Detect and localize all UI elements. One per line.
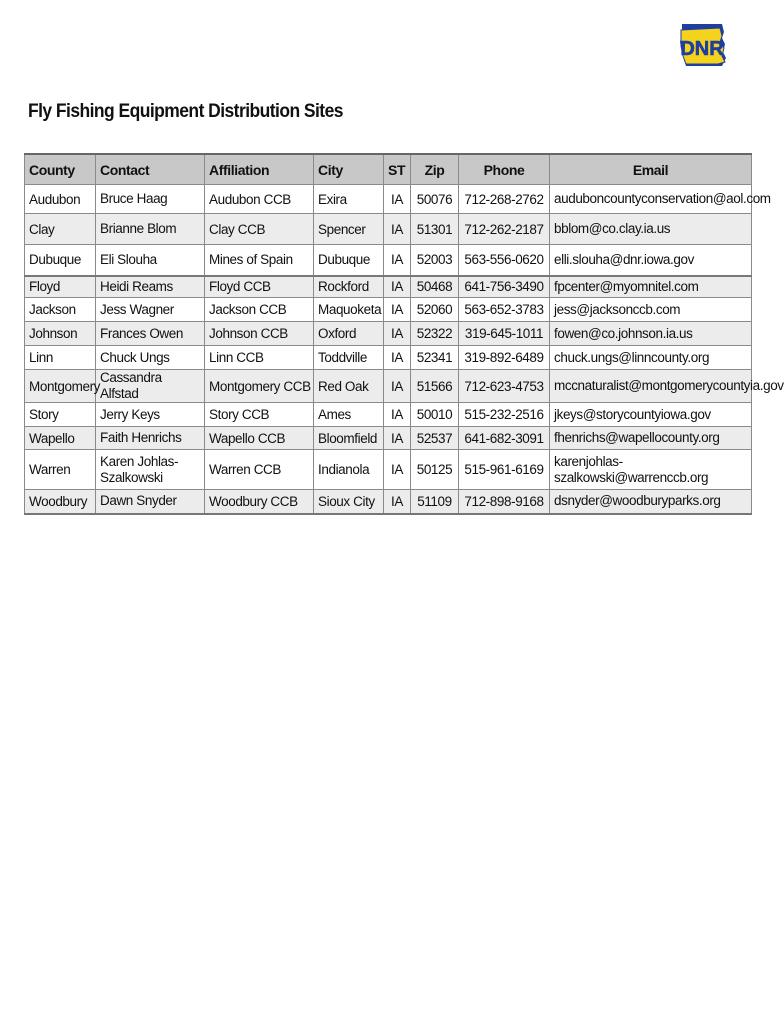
cell-affiliation: Montgomery CCB <box>205 370 314 403</box>
table-row <box>25 450 752 490</box>
cell-affiliation: Story CCB <box>205 403 314 427</box>
cell-phone: 712-898-9168 <box>459 490 550 514</box>
cell-county: Woodbury <box>25 490 96 514</box>
cell-phone: 515-232-2516 <box>459 403 550 427</box>
cell-st: IA <box>384 214 411 245</box>
cell-county: Clay <box>25 214 96 245</box>
cell-phone: 712-623-4753 <box>459 370 550 403</box>
table-row <box>25 214 752 245</box>
cell-affiliation: Linn CCB <box>205 346 314 370</box>
cell-county: Johnson <box>25 322 96 346</box>
cell-contact: Brianne Blom <box>96 214 205 245</box>
cell-phone: 641-682-3091 <box>459 427 550 450</box>
header-st: ST <box>384 154 411 185</box>
header-phone: Phone <box>459 154 550 185</box>
cell-email: fpcenter@myomnitel.com <box>550 276 752 298</box>
cell-email: jkeys@storycountyiowa.gov <box>550 403 752 427</box>
cell-email: dsnyder@woodburyparks.org <box>550 490 752 514</box>
cell-contact: Jerry Keys <box>96 403 205 427</box>
cell-county: Story <box>25 403 96 427</box>
cell-city: Sioux City <box>314 490 384 514</box>
cell-city: Dubuque <box>314 245 384 276</box>
cell-affiliation: Jackson CCB <box>205 298 314 322</box>
cell-st: IA <box>384 245 411 276</box>
table-row <box>25 370 752 403</box>
page-title: Fly Fishing Equipment Distribution Sites <box>28 101 343 122</box>
cell-city: Rockford <box>314 276 384 298</box>
cell-zip: 52537 <box>411 427 459 450</box>
table-row <box>25 403 752 427</box>
cell-contact: Jess Wagner <box>96 298 205 322</box>
cell-city: Ames <box>314 403 384 427</box>
cell-affiliation: Johnson CCB <box>205 322 314 346</box>
header-county: County <box>25 154 96 185</box>
cell-contact: Heidi Reams <box>96 276 205 298</box>
cell-zip: 51301 <box>411 214 459 245</box>
cell-city: Maquoketa <box>314 298 384 322</box>
cell-city: Spencer <box>314 214 384 245</box>
cell-zip: 52060 <box>411 298 459 322</box>
table-row <box>25 346 752 370</box>
sites-table <box>24 153 784 515</box>
cell-st: IA <box>384 185 411 214</box>
cell-phone: 712-262-2187 <box>459 214 550 245</box>
cell-city: Indianola <box>314 450 384 490</box>
cell-phone: 563-652-3783 <box>459 298 550 322</box>
cell-st: IA <box>384 403 411 427</box>
table-row <box>25 322 752 346</box>
cell-zip: 50010 <box>411 403 459 427</box>
cell-st: IA <box>384 450 411 490</box>
cell-email: jess@jacksonccb.com <box>550 298 752 322</box>
dnr-logo-text: DNR <box>680 38 724 60</box>
cell-phone: 563-556-0620 <box>459 245 550 276</box>
cell-email: auduboncountyconservation@aol.com <box>550 185 752 214</box>
table-row <box>25 490 752 514</box>
cell-city: Bloomfield <box>314 427 384 450</box>
cell-email: karenjohlas- szalkowski@warrenccb.org <box>550 450 752 490</box>
cell-city: Oxford <box>314 322 384 346</box>
cell-phone: 319-645-1011 <box>459 322 550 346</box>
cell-city: Exira <box>314 185 384 214</box>
cell-affiliation: Clay CCB <box>205 214 314 245</box>
cell-st: IA <box>384 298 411 322</box>
cell-contact: Bruce Haag <box>96 185 205 214</box>
table-row <box>25 298 752 322</box>
cell-county: Audubon <box>25 185 96 214</box>
cell-phone: 641-756-3490 <box>459 276 550 298</box>
cell-contact: Eli Slouha <box>96 245 205 276</box>
cell-affiliation: Warren CCB <box>205 450 314 490</box>
cell-county: Jackson <box>25 298 96 322</box>
header-contact: Contact <box>96 154 205 185</box>
cell-phone: 319-892-6489 <box>459 346 550 370</box>
cell-city: Toddville <box>314 346 384 370</box>
cell-county: Warren <box>25 450 96 490</box>
dnr-logo <box>678 22 728 70</box>
cell-contact: Faith Henrichs <box>96 427 205 450</box>
cell-email: bblom@co.clay.ia.us <box>550 214 752 245</box>
cell-phone: 515-961-6169 <box>459 450 550 490</box>
header-zip: Zip <box>411 154 459 185</box>
cell-zip: 50125 <box>411 450 459 490</box>
cell-st: IA <box>384 322 411 346</box>
cell-st: IA <box>384 346 411 370</box>
cell-email: chuck.ungs@linncounty.org <box>550 346 752 370</box>
cell-contact: Chuck Ungs <box>96 346 205 370</box>
cell-city: Red Oak <box>314 370 384 403</box>
table-row <box>25 276 752 298</box>
cell-email: mccnaturalist@montgomerycountyia.gov <box>550 370 752 403</box>
cell-county: Wapello <box>25 427 96 450</box>
cell-zip: 52341 <box>411 346 459 370</box>
cell-affiliation: Wapello CCB <box>205 427 314 450</box>
cell-county: Dubuque <box>25 245 96 276</box>
cell-email: elli.slouha@dnr.iowa.gov <box>550 245 752 276</box>
header-email: Email <box>550 154 752 185</box>
header-city: City <box>314 154 384 185</box>
cell-st: IA <box>384 490 411 514</box>
table-row <box>25 185 752 214</box>
cell-zip: 52322 <box>411 322 459 346</box>
cell-county: Floyd <box>25 276 96 298</box>
cell-contact: Karen Johlas-Szalkowski <box>96 450 205 490</box>
cell-affiliation: Mines of Spain <box>205 245 314 276</box>
table-row <box>25 427 752 450</box>
table-header-row <box>25 154 752 185</box>
cell-st: IA <box>384 370 411 403</box>
cell-st: IA <box>384 427 411 450</box>
cell-zip: 50076 <box>411 185 459 214</box>
cell-zip: 50468 <box>411 276 459 298</box>
cell-phone: 712-268-2762 <box>459 185 550 214</box>
cell-contact: Cassandra Alfstad <box>96 370 205 403</box>
cell-zip: 51566 <box>411 370 459 403</box>
cell-affiliation: Floyd CCB <box>205 276 314 298</box>
header-affiliation: Affiliation <box>205 154 314 185</box>
cell-zip: 51109 <box>411 490 459 514</box>
cell-st: IA <box>384 276 411 298</box>
cell-contact: Dawn Snyder <box>96 490 205 514</box>
cell-email: fhenrichs@wapellocounty.org <box>550 427 752 450</box>
cell-contact: Frances Owen <box>96 322 205 346</box>
cell-county: Linn <box>25 346 96 370</box>
table-row <box>25 245 752 276</box>
cell-affiliation: Audubon CCB <box>205 185 314 214</box>
cell-affiliation: Woodbury CCB <box>205 490 314 514</box>
cell-county: Montgomery <box>25 370 96 403</box>
cell-email: fowen@co.johnson.ia.us <box>550 322 752 346</box>
cell-zip: 52003 <box>411 245 459 276</box>
